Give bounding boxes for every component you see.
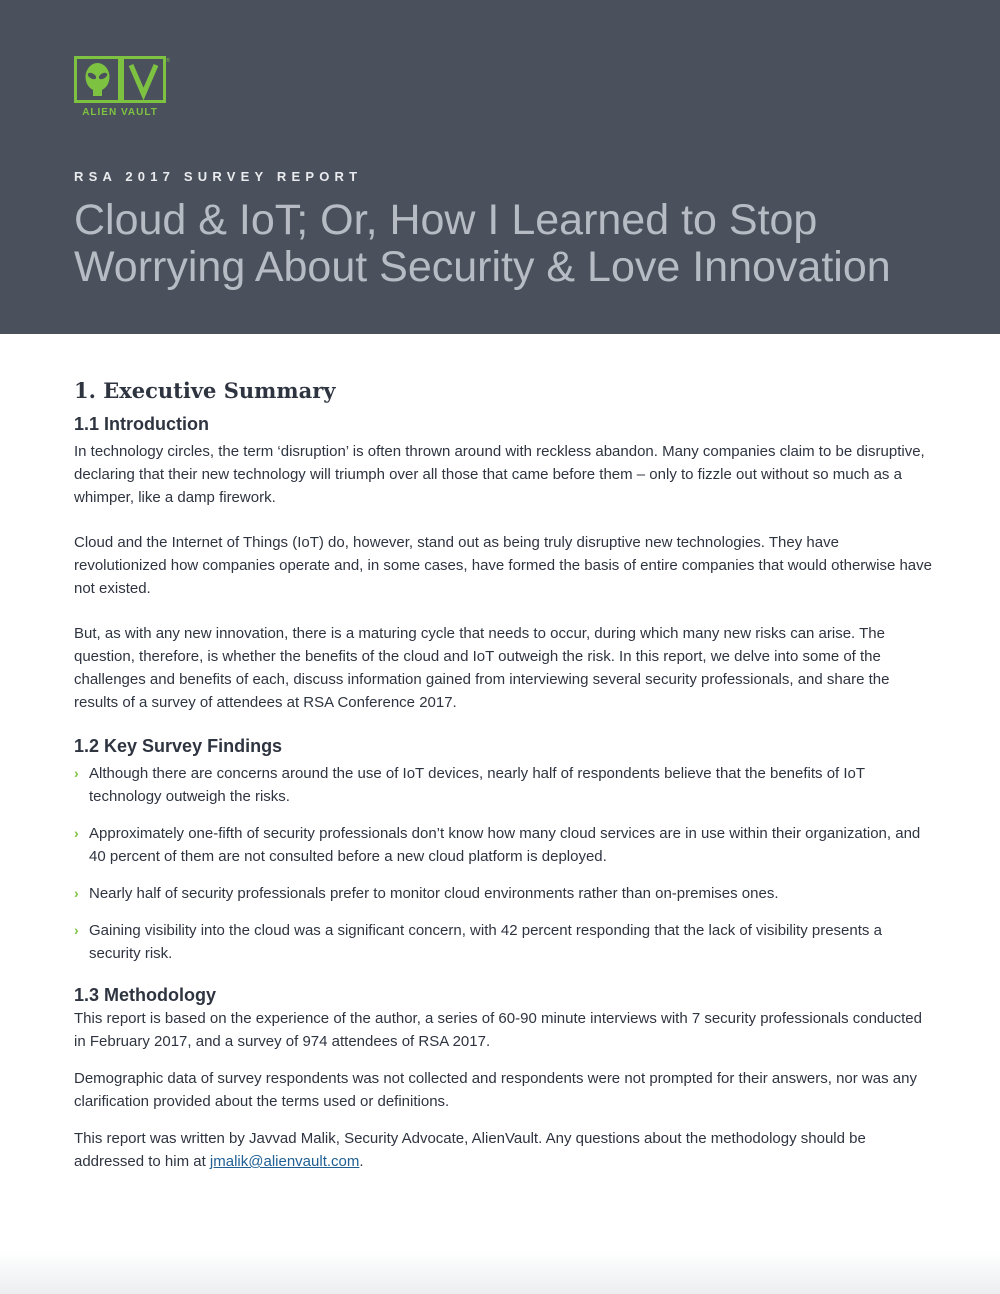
chevron-right-icon: › — [74, 922, 79, 938]
list-item — [74, 882, 934, 905]
methodology-paragraph: Demographic data of survey respondents was not collected and respondents were not prompted for their answers, nor was any clarification provided about the terms used or definitions. — [74, 1070, 917, 1110]
chevron-right-icon: › — [74, 765, 79, 781]
list-item — [74, 762, 934, 808]
chevron-right-icon: › — [74, 885, 79, 901]
author-email-link[interactable]: jmalik@alienvault.com — [209, 1153, 360, 1170]
svg-text:®: ® — [166, 58, 170, 64]
contact-end: . — [359, 1153, 364, 1170]
title-line-2: Worrying About Security & Love Innovation — [74, 243, 891, 291]
finding-text: Nearly half of security professionals prefer to monitor cloud environments rather than on-premises ones. — [89, 885, 779, 902]
intro-paragraph: But, as with any new innovation, there is a maturing cycle that needs to occur, during which many new risks can arise. The question, therefore, is whether the benefits of the cloud and IoT outweigh the risk. In this report, we delve into some of the challenges and benefits of each, discuss information gained from interviewing several security professionals, and share the results of a survey of attendees at RSA Conference 2017. — [74, 625, 890, 711]
alienvault-logo — [74, 56, 170, 122]
document-body — [74, 376, 934, 1173]
introduction-heading: 1.1 Introduction — [74, 414, 209, 434]
contact-paragraph — [74, 1127, 934, 1173]
methodology-paragraph: This report is based on the experience of the author, a series of 60-90 minute interviews with 7 security professionals conducted in February 2017, and a survey of 974 attendees of RSA 2017. — [74, 1010, 922, 1050]
alien-logo-icon — [74, 56, 170, 106]
list-item — [74, 919, 934, 965]
logo-wordmark: ALIEN VAULT — [82, 107, 158, 118]
findings-list — [74, 762, 934, 965]
intro-paragraph: In technology circles, the term ‘disruption’ is often thrown around with reckless abandon. Many companies claim to be disruptive, declaring that their new technology will triumph over all those that came before them – only to fizzle out without so much as a whimper, like a damp firework. — [74, 443, 925, 506]
chevron-right-icon: › — [74, 825, 79, 841]
finding-text: Approximately one-fifth of security professionals don’t know how many cloud services are in use within their organization, and 40 percent of them are not consulted before a new cloud platform is deployed. — [89, 825, 921, 865]
list-item — [74, 822, 934, 868]
intro-paragraph: Cloud and the Internet of Things (IoT) do, however, stand out as being truly disruptive new technologies. They have revolutionized how companies operate and, in some cases, have formed the basis of entire companies that would otherwise have not existed. — [74, 534, 932, 597]
page-bottom-shadow — [0, 1250, 1000, 1294]
title-line-1: Cloud & IoT; Or, How I Learned to Stop — [74, 196, 818, 244]
finding-text: Although there are concerns around the use of IoT devices, nearly half of respondents believe that the benefits of IoT technology outweigh the risks. — [89, 765, 865, 805]
executive-summary-heading: 1. Executive Summary — [74, 378, 336, 403]
finding-text: Gaining visibility into the cloud was a significant concern, with 42 percent responding that the lack of visibility presents a security risk. — [89, 922, 882, 962]
contact-text: This report was written by Javvad Malik, Security Advocate, AlienVault. Any questions about the methodology should be addressed to him at — [74, 1130, 866, 1170]
methodology-heading: 1.3 Methodology — [74, 985, 217, 1005]
header-banner — [0, 0, 1000, 334]
key-findings-heading: 1.2 Key Survey Findings — [74, 736, 283, 756]
report-kicker: RSA 2017 SURVEY REPORT — [74, 169, 363, 184]
document-title — [74, 197, 974, 291]
